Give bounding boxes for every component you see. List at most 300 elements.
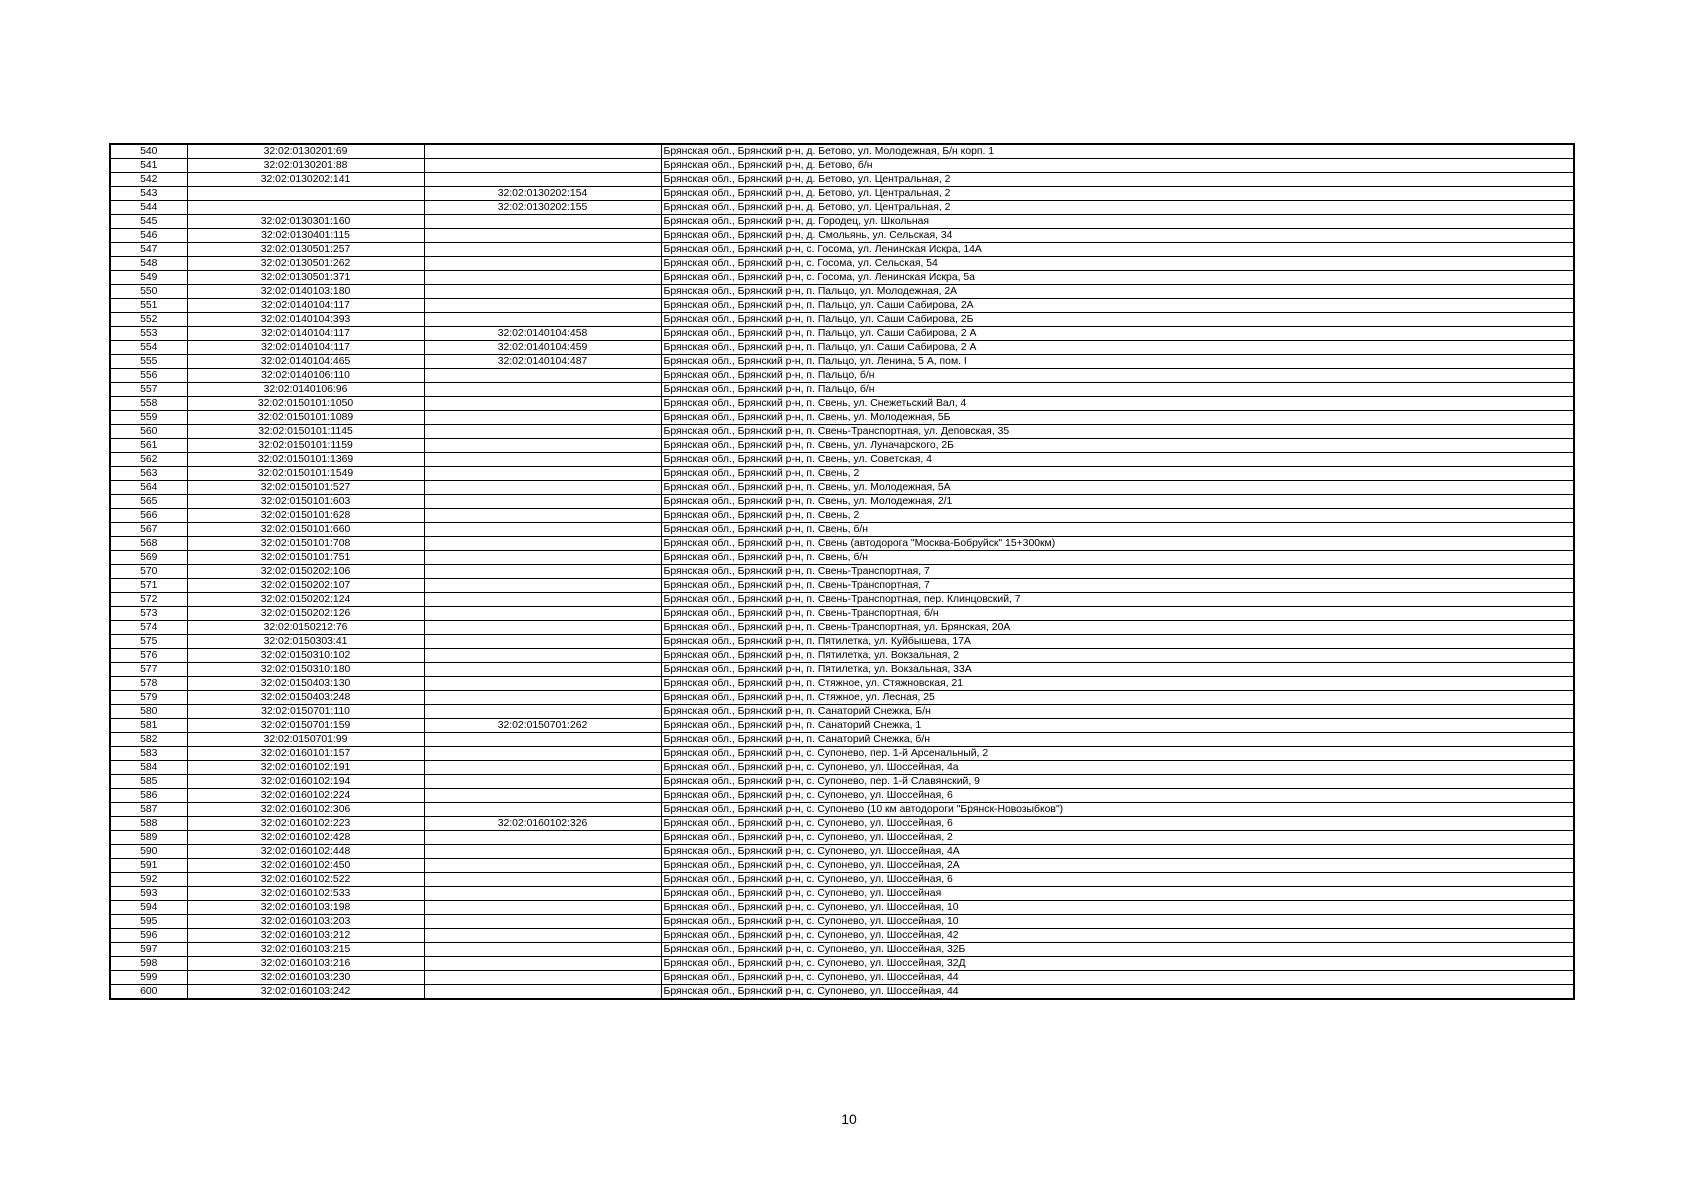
- address-cell: Брянская обл., Брянский р-н, п. Пальцо, ул. Саши Сабирова, 2А: [661, 299, 1574, 313]
- row-number-cell: 590: [110, 845, 187, 859]
- row-number-cell: 547: [110, 243, 187, 257]
- address-cell: Брянская обл., Брянский р-н, п. Свень-Транспортная, ул. Брянская, 20А: [661, 621, 1574, 635]
- table-row: [110, 215, 1574, 229]
- cadastral-number-cell: 32:02:0150202:124: [187, 593, 424, 607]
- row-number-cell: 600: [110, 985, 187, 1000]
- cadastral-number-cell: 32:02:0150701:99: [187, 733, 424, 747]
- address-cell: Брянская обл., Брянский р-н, с. Супонево, ул. Шоссейная, 10: [661, 915, 1574, 929]
- sub-object-number-cell: [424, 915, 661, 929]
- sub-object-number-cell: [424, 257, 661, 271]
- cadastral-number-cell: 32:02:0150202:106: [187, 565, 424, 579]
- cadastral-number-cell: 32:02:0150101:708: [187, 537, 424, 551]
- sub-object-number-cell: [424, 383, 661, 397]
- table-row: [110, 299, 1574, 313]
- table-row: [110, 789, 1574, 803]
- row-number-cell: 572: [110, 593, 187, 607]
- cadastral-number-cell: 32:02:0160102:450: [187, 859, 424, 873]
- sub-object-number-cell: [424, 439, 661, 453]
- table-row: [110, 369, 1574, 383]
- address-cell: Брянская обл., Брянский р-н, п. Свень, 2: [661, 509, 1574, 523]
- table-row: [110, 257, 1574, 271]
- table-row: [110, 957, 1574, 971]
- table-row: [110, 144, 1574, 159]
- row-number-cell: 557: [110, 383, 187, 397]
- address-cell: Брянская обл., Брянский р-н, с. Супонево, ул. Шоссейная, 32Д: [661, 957, 1574, 971]
- row-number-cell: 597: [110, 943, 187, 957]
- cadastral-number-cell: 32:02:0150101:751: [187, 551, 424, 565]
- cadastral-number-cell: 32:02:0150403:130: [187, 677, 424, 691]
- row-number-cell: 558: [110, 397, 187, 411]
- row-number-cell: 578: [110, 677, 187, 691]
- sub-object-number-cell: [424, 593, 661, 607]
- sub-object-number-cell: [424, 173, 661, 187]
- table-row: [110, 341, 1574, 355]
- address-cell: Брянская обл., Брянский р-н, п. Пятилетка, ул. Вокзальная, 33А: [661, 663, 1574, 677]
- row-number-cell: 593: [110, 887, 187, 901]
- cadastral-number-cell: 32:02:0130202:141: [187, 173, 424, 187]
- row-number-cell: 585: [110, 775, 187, 789]
- row-number-cell: 553: [110, 327, 187, 341]
- sub-object-number-cell: [424, 495, 661, 509]
- table-row: [110, 593, 1574, 607]
- sub-object-number-cell: [424, 733, 661, 747]
- sub-object-number-cell: 32:02:0160102:326: [424, 817, 661, 831]
- sub-object-number-cell: [424, 229, 661, 243]
- address-cell: Брянская обл., Брянский р-н, д. Городец, ул. Школьная: [661, 215, 1574, 229]
- row-number-cell: 567: [110, 523, 187, 537]
- row-number-cell: 559: [110, 411, 187, 425]
- row-number-cell: 568: [110, 537, 187, 551]
- address-cell: Брянская обл., Брянский р-н, п. Свень-Транспортная, 7: [661, 579, 1574, 593]
- sub-object-number-cell: [424, 761, 661, 775]
- table-row: [110, 411, 1574, 425]
- table-row: [110, 607, 1574, 621]
- row-number-cell: 574: [110, 621, 187, 635]
- sub-object-number-cell: 32:02:0140104:458: [424, 327, 661, 341]
- address-cell: Брянская обл., Брянский р-н, с. Супонево (10 км автодороги "Брянск-Новозыбков"): [661, 803, 1574, 817]
- cadastral-number-cell: 32:02:0150101:1089: [187, 411, 424, 425]
- row-number-cell: 562: [110, 453, 187, 467]
- sub-object-number-cell: [424, 313, 661, 327]
- address-cell: Брянская обл., Брянский р-н, с. Супонево, ул. Шоссейная, 4А: [661, 845, 1574, 859]
- sub-object-number-cell: [424, 453, 661, 467]
- sub-object-number-cell: [424, 369, 661, 383]
- sub-object-number-cell: [424, 397, 661, 411]
- address-cell: Брянская обл., Брянский р-н, п. Пальцо, ул. Молодежная, 2А: [661, 285, 1574, 299]
- sub-object-number-cell: [424, 971, 661, 985]
- table-row: [110, 887, 1574, 901]
- row-number-cell: 550: [110, 285, 187, 299]
- sub-object-number-cell: [424, 579, 661, 593]
- table-row: [110, 663, 1574, 677]
- table-row: [110, 271, 1574, 285]
- table-row: [110, 705, 1574, 719]
- row-number-cell: 546: [110, 229, 187, 243]
- row-number-cell: 577: [110, 663, 187, 677]
- page-number: 10: [841, 1111, 857, 1127]
- table-row: [110, 313, 1574, 327]
- cadastral-number-cell: 32:02:0130401:115: [187, 229, 424, 243]
- row-number-cell: 551: [110, 299, 187, 313]
- sub-object-number-cell: 32:02:0140104:487: [424, 355, 661, 369]
- address-cell: Брянская обл., Брянский р-н, п. Стяжное, ул. Лесная, 25: [661, 691, 1574, 705]
- row-number-cell: 541: [110, 159, 187, 173]
- table-row: [110, 873, 1574, 887]
- table-row: [110, 201, 1574, 215]
- address-cell: Брянская обл., Брянский р-н, п. Свень-Транспортная, пер. Клинцовский, 7: [661, 593, 1574, 607]
- sub-object-number-cell: [424, 803, 661, 817]
- cadastral-number-cell: 32:02:0150403:248: [187, 691, 424, 705]
- row-number-cell: 571: [110, 579, 187, 593]
- cadastral-number-cell: 32:02:0150101:1369: [187, 453, 424, 467]
- address-cell: Брянская обл., Брянский р-н, с. Супонево, ул. Шоссейная, 6: [661, 873, 1574, 887]
- sub-object-number-cell: [424, 691, 661, 705]
- row-number-cell: 565: [110, 495, 187, 509]
- sub-object-number-cell: [424, 621, 661, 635]
- address-cell: Брянская обл., Брянский р-н, п. Санаторий Снежка, Б/н: [661, 705, 1574, 719]
- row-number-cell: 540: [110, 144, 187, 159]
- table-row: [110, 649, 1574, 663]
- address-cell: Брянская обл., Брянский р-н, с. Супонево, ул. Шоссейная, 10: [661, 901, 1574, 915]
- table-row: [110, 635, 1574, 649]
- sub-object-number-cell: [424, 957, 661, 971]
- sub-object-number-cell: [424, 635, 661, 649]
- table-row: [110, 495, 1574, 509]
- address-cell: Брянская обл., Брянский р-н, п. Свень, ул. Молодежная, 5Б: [661, 411, 1574, 425]
- table-row: [110, 383, 1574, 397]
- address-cell: Брянская обл., Брянский р-н, п. Свень-Транспортная, б/н: [661, 607, 1574, 621]
- table-row: [110, 579, 1574, 593]
- cadastral-number-cell: 32:02:0150101:660: [187, 523, 424, 537]
- table-row: [110, 551, 1574, 565]
- table-row: [110, 677, 1574, 691]
- address-cell: Брянская обл., Брянский р-н, с. Супонево, ул. Шоссейная, 2: [661, 831, 1574, 845]
- row-number-cell: 560: [110, 425, 187, 439]
- address-cell: Брянская обл., Брянский р-н, п. Пальцо, б/н: [661, 369, 1574, 383]
- sub-object-number-cell: [424, 831, 661, 845]
- cadastral-number-cell: 32:02:0160102:223: [187, 817, 424, 831]
- address-cell: Брянская обл., Брянский р-н, с. Супонево, ул. Шоссейная, 2А: [661, 859, 1574, 873]
- table-row: [110, 285, 1574, 299]
- sub-object-number-cell: [424, 537, 661, 551]
- cadastral-number-cell: 32:02:0150202:107: [187, 579, 424, 593]
- cadastral-number-cell: 32:02:0150701:159: [187, 719, 424, 733]
- sub-object-number-cell: [424, 845, 661, 859]
- sub-object-number-cell: [424, 901, 661, 915]
- sub-object-number-cell: [424, 411, 661, 425]
- sub-object-number-cell: [424, 929, 661, 943]
- cadastral-number-cell: 32:02:0160103:212: [187, 929, 424, 943]
- row-number-cell: 556: [110, 369, 187, 383]
- cadastral-number-cell: 32:02:0140104:117: [187, 341, 424, 355]
- address-cell: Брянская обл., Брянский р-н, с. Госома, ул. Ленинская Искра, 5а: [661, 271, 1574, 285]
- table-row: [110, 817, 1574, 831]
- address-cell: Брянская обл., Брянский р-н, п. Свень, ул. Снежетьский Вал, 4: [661, 397, 1574, 411]
- sub-object-number-cell: [424, 663, 661, 677]
- sub-object-number-cell: [424, 789, 661, 803]
- table-row: [110, 565, 1574, 579]
- sub-object-number-cell: [424, 873, 661, 887]
- cadastral-number-cell: 32:02:0160102:306: [187, 803, 424, 817]
- address-cell: Брянская обл., Брянский р-н, с. Супонево, ул. Шоссейная, 44: [661, 971, 1574, 985]
- cadastral-number-cell: 32:02:0130501:371: [187, 271, 424, 285]
- cadastral-number-cell: 32:02:0160102:194: [187, 775, 424, 789]
- table-row: [110, 761, 1574, 775]
- row-number-cell: 576: [110, 649, 187, 663]
- cadastral-number-cell: 32:02:0150101:628: [187, 509, 424, 523]
- address-cell: Брянская обл., Брянский р-н, д. Бетово, ул. Центральная, 2: [661, 187, 1574, 201]
- table-row: [110, 467, 1574, 481]
- row-number-cell: 569: [110, 551, 187, 565]
- row-number-cell: 598: [110, 957, 187, 971]
- address-cell: Брянская обл., Брянский р-н, с. Супонево, ул. Шоссейная: [661, 887, 1574, 901]
- table-row: [110, 481, 1574, 495]
- table-row: [110, 943, 1574, 957]
- sub-object-number-cell: [424, 705, 661, 719]
- cadastral-number-cell: 32:02:0160102:428: [187, 831, 424, 845]
- row-number-cell: 548: [110, 257, 187, 271]
- cadastral-number-cell: 32:02:0160102:522: [187, 873, 424, 887]
- cadastral-number-cell: 32:02:0140104:393: [187, 313, 424, 327]
- cadastral-number-cell: 32:02:0130201:88: [187, 159, 424, 173]
- cadastral-number-cell: 32:02:0150101:1159: [187, 439, 424, 453]
- address-cell: Брянская обл., Брянский р-н, с. Госома, ул. Сельская, 54: [661, 257, 1574, 271]
- row-number-cell: 549: [110, 271, 187, 285]
- address-cell: Брянская обл., Брянский р-н, с. Супонево, ул. Шоссейная, 6: [661, 817, 1574, 831]
- table-row: [110, 775, 1574, 789]
- cadastral-number-cell: 32:02:0140103:180: [187, 285, 424, 299]
- sub-object-number-cell: 32:02:0150701:262: [424, 719, 661, 733]
- table-row: [110, 929, 1574, 943]
- row-number-cell: 580: [110, 705, 187, 719]
- table-row: [110, 397, 1574, 411]
- row-number-cell: 573: [110, 607, 187, 621]
- table-row: [110, 845, 1574, 859]
- row-number-cell: 582: [110, 733, 187, 747]
- sub-object-number-cell: [424, 243, 661, 257]
- cadastral-number-cell: 32:02:0150101:1145: [187, 425, 424, 439]
- sub-object-number-cell: [424, 859, 661, 873]
- row-number-cell: 579: [110, 691, 187, 705]
- cadastral-number-cell: 32:02:0150310:180: [187, 663, 424, 677]
- row-number-cell: 575: [110, 635, 187, 649]
- cadastral-number-cell: 32:02:0130301:160: [187, 215, 424, 229]
- address-cell: Брянская обл., Брянский р-н, п. Пальцо, ул. Саши Сабирова, 2Б: [661, 313, 1574, 327]
- cadastral-number-cell: 32:02:0140104:117: [187, 299, 424, 313]
- address-cell: Брянская обл., Брянский р-н, п. Санаторий Снежка, б/н: [661, 733, 1574, 747]
- table-row: [110, 425, 1574, 439]
- sub-object-number-cell: [424, 425, 661, 439]
- sub-object-number-cell: [424, 649, 661, 663]
- row-number-cell: 591: [110, 859, 187, 873]
- address-cell: Брянская обл., Брянский р-н, д. Смольянь, ул. Сельская, 34: [661, 229, 1574, 243]
- sub-object-number-cell: [424, 144, 661, 159]
- table-row: [110, 187, 1574, 201]
- address-cell: Брянская обл., Брянский р-н, с. Супонево, ул. Шоссейная, 4а: [661, 761, 1574, 775]
- address-cell: Брянская обл., Брянский р-н, п. Свень, ул. Молодежная, 2/1: [661, 495, 1574, 509]
- cadastral-number-cell: 32:02:0130201:69: [187, 144, 424, 159]
- table-row: [110, 453, 1574, 467]
- address-cell: Брянская обл., Брянский р-н, п. Свень-Транспортная, 7: [661, 565, 1574, 579]
- sub-object-number-cell: [424, 565, 661, 579]
- row-number-cell: 570: [110, 565, 187, 579]
- address-cell: Брянская обл., Брянский р-н, д. Бетово, ул. Центральная, 2: [661, 173, 1574, 187]
- cadastral-number-cell: 32:02:0160103:230: [187, 971, 424, 985]
- cadastral-number-cell: [187, 187, 424, 201]
- cadastral-number-cell: 32:02:0140106:110: [187, 369, 424, 383]
- address-cell: Брянская обл., Брянский р-н, п. Свень, ул. Луначарского, 2Б: [661, 439, 1574, 453]
- row-number-cell: 586: [110, 789, 187, 803]
- address-cell: Брянская обл., Брянский р-н, с. Супонево, ул. Шоссейная, 42: [661, 929, 1574, 943]
- registry-table: [109, 143, 1575, 1000]
- cadastral-number-cell: 32:02:0140104:117: [187, 327, 424, 341]
- table-row: [110, 523, 1574, 537]
- row-number-cell: 561: [110, 439, 187, 453]
- table-row: [110, 719, 1574, 733]
- cadastral-number-cell: 32:02:0150101:603: [187, 495, 424, 509]
- cadastral-number-cell: 32:02:0160103:198: [187, 901, 424, 915]
- sub-object-number-cell: [424, 607, 661, 621]
- cadastral-number-cell: 32:02:0150101:1549: [187, 467, 424, 481]
- row-number-cell: 587: [110, 803, 187, 817]
- row-number-cell: 595: [110, 915, 187, 929]
- sub-object-number-cell: 32:02:0130202:155: [424, 201, 661, 215]
- sub-object-number-cell: 32:02:0130202:154: [424, 187, 661, 201]
- table-row: [110, 971, 1574, 985]
- cadastral-number-cell: 32:02:0150303:41: [187, 635, 424, 649]
- sub-object-number-cell: [424, 523, 661, 537]
- address-cell: Брянская обл., Брянский р-н, п. Свень (автодорога "Москва-Бобруйск" 15+300км): [661, 537, 1574, 551]
- cadastral-number-cell: 32:02:0160103:215: [187, 943, 424, 957]
- address-cell: Брянская обл., Брянский р-н, с. Госома, ул. Ленинская Искра, 14А: [661, 243, 1574, 257]
- registry-table-body: [110, 144, 1574, 999]
- address-cell: Брянская обл., Брянский р-н, п. Санаторий Снежка, 1: [661, 719, 1574, 733]
- sub-object-number-cell: 32:02:0140104:459: [424, 341, 661, 355]
- address-cell: Брянская обл., Брянский р-н, п. Пятилетка, ул. Вокзальная, 2: [661, 649, 1574, 663]
- row-number-cell: 581: [110, 719, 187, 733]
- row-number-cell: 545: [110, 215, 187, 229]
- table-row: [110, 915, 1574, 929]
- cadastral-number-cell: 32:02:0150701:110: [187, 705, 424, 719]
- row-number-cell: 588: [110, 817, 187, 831]
- table-row: [110, 229, 1574, 243]
- address-cell: Брянская обл., Брянский р-н, п. Пальцо, ул. Ленина, 5 А, пом. I: [661, 355, 1574, 369]
- cadastral-number-cell: 32:02:0160103:216: [187, 957, 424, 971]
- sub-object-number-cell: [424, 299, 661, 313]
- row-number-cell: 563: [110, 467, 187, 481]
- table-row: [110, 355, 1574, 369]
- address-cell: Брянская обл., Брянский р-н, п. Свень, б/н: [661, 551, 1574, 565]
- row-number-cell: 552: [110, 313, 187, 327]
- row-number-cell: 599: [110, 971, 187, 985]
- table-row: [110, 327, 1574, 341]
- table-row: [110, 159, 1574, 173]
- table-row: [110, 509, 1574, 523]
- cadastral-number-cell: 32:02:0160102:448: [187, 845, 424, 859]
- row-number-cell: 594: [110, 901, 187, 915]
- cadastral-number-cell: 32:02:0150310:102: [187, 649, 424, 663]
- table-row: [110, 173, 1574, 187]
- sub-object-number-cell: [424, 677, 661, 691]
- address-cell: Брянская обл., Брянский р-н, п. Стяжное, ул. Стяжновская, 21: [661, 677, 1574, 691]
- row-number-cell: 589: [110, 831, 187, 845]
- cadastral-number-cell: [187, 201, 424, 215]
- sub-object-number-cell: [424, 467, 661, 481]
- sub-object-number-cell: [424, 481, 661, 495]
- address-cell: Брянская обл., Брянский р-н, д. Бетово, ул. Молодежная, Б/н корп. 1: [661, 144, 1574, 159]
- table-row: [110, 439, 1574, 453]
- address-cell: Брянская обл., Брянский р-н, п. Свень, 2: [661, 467, 1574, 481]
- cadastral-number-cell: 32:02:0140106:96: [187, 383, 424, 397]
- cadastral-number-cell: 32:02:0150101:1050: [187, 397, 424, 411]
- table-row: [110, 831, 1574, 845]
- table-row: [110, 985, 1574, 1000]
- cadastral-number-cell: 32:02:0160103:203: [187, 915, 424, 929]
- sub-object-number-cell: [424, 551, 661, 565]
- row-number-cell: 555: [110, 355, 187, 369]
- row-number-cell: 564: [110, 481, 187, 495]
- address-cell: Брянская обл., Брянский р-н, с. Супонево, ул. Шоссейная, 6: [661, 789, 1574, 803]
- address-cell: Брянская обл., Брянский р-н, с. Супонево, пер. 1-й Славянский, 9: [661, 775, 1574, 789]
- sub-object-number-cell: [424, 215, 661, 229]
- address-cell: Брянская обл., Брянский р-н, п. Свень, ул. Советская, 4: [661, 453, 1574, 467]
- sub-object-number-cell: [424, 985, 661, 1000]
- address-cell: Брянская обл., Брянский р-н, п. Свень, ул. Молодежная, 5А: [661, 481, 1574, 495]
- sub-object-number-cell: [424, 271, 661, 285]
- table-row: [110, 691, 1574, 705]
- sub-object-number-cell: [424, 775, 661, 789]
- address-cell: Брянская обл., Брянский р-н, п. Пальцо, ул. Саши Сабирова, 2 А: [661, 341, 1574, 355]
- row-number-cell: 596: [110, 929, 187, 943]
- address-cell: Брянская обл., Брянский р-н, п. Пальцо, б/н: [661, 383, 1574, 397]
- row-number-cell: 543: [110, 187, 187, 201]
- sub-object-number-cell: [424, 943, 661, 957]
- table-row: [110, 859, 1574, 873]
- address-cell: Брянская обл., Брянский р-н, п. Свень, б/н: [661, 523, 1574, 537]
- cadastral-number-cell: 32:02:0130501:257: [187, 243, 424, 257]
- sub-object-number-cell: [424, 509, 661, 523]
- address-cell: Брянская обл., Брянский р-н, с. Супонево, ул. Шоссейная, 32Б: [661, 943, 1574, 957]
- row-number-cell: 584: [110, 761, 187, 775]
- address-cell: Брянская обл., Брянский р-н, п. Пятилетка, ул. Куйбышева, 17А: [661, 635, 1574, 649]
- address-cell: Брянская обл., Брянский р-н, п. Свень-Транспортная, ул. Деповская, 35: [661, 425, 1574, 439]
- cadastral-number-cell: 32:02:0150202:126: [187, 607, 424, 621]
- address-cell: Брянская обл., Брянский р-н, д. Бетово, б/н: [661, 159, 1574, 173]
- address-cell: Брянская обл., Брянский р-н, д. Бетово, ул. Центральная, 2: [661, 201, 1574, 215]
- cadastral-number-cell: 32:02:0150101:527: [187, 481, 424, 495]
- row-number-cell: 592: [110, 873, 187, 887]
- cadastral-number-cell: 32:02:0160103:242: [187, 985, 424, 1000]
- sub-object-number-cell: [424, 887, 661, 901]
- address-cell: Брянская обл., Брянский р-н, п. Пальцо, ул. Саши Сабирова, 2 А: [661, 327, 1574, 341]
- cadastral-number-cell: 32:02:0150212:76: [187, 621, 424, 635]
- cadastral-number-cell: 32:02:0160102:191: [187, 761, 424, 775]
- table-row: [110, 733, 1574, 747]
- cadastral-number-cell: 32:02:0140104:465: [187, 355, 424, 369]
- table-row: [110, 803, 1574, 817]
- cadastral-number-cell: 32:02:0130501:262: [187, 257, 424, 271]
- table-row: [110, 621, 1574, 635]
- sub-object-number-cell: [424, 285, 661, 299]
- row-number-cell: 554: [110, 341, 187, 355]
- sub-object-number-cell: [424, 747, 661, 761]
- table-row: [110, 747, 1574, 761]
- table-row: [110, 243, 1574, 257]
- address-cell: Брянская обл., Брянский р-н, с. Супонево, ул. Шоссейная, 44: [661, 985, 1574, 1000]
- row-number-cell: 566: [110, 509, 187, 523]
- row-number-cell: 583: [110, 747, 187, 761]
- table-row: [110, 901, 1574, 915]
